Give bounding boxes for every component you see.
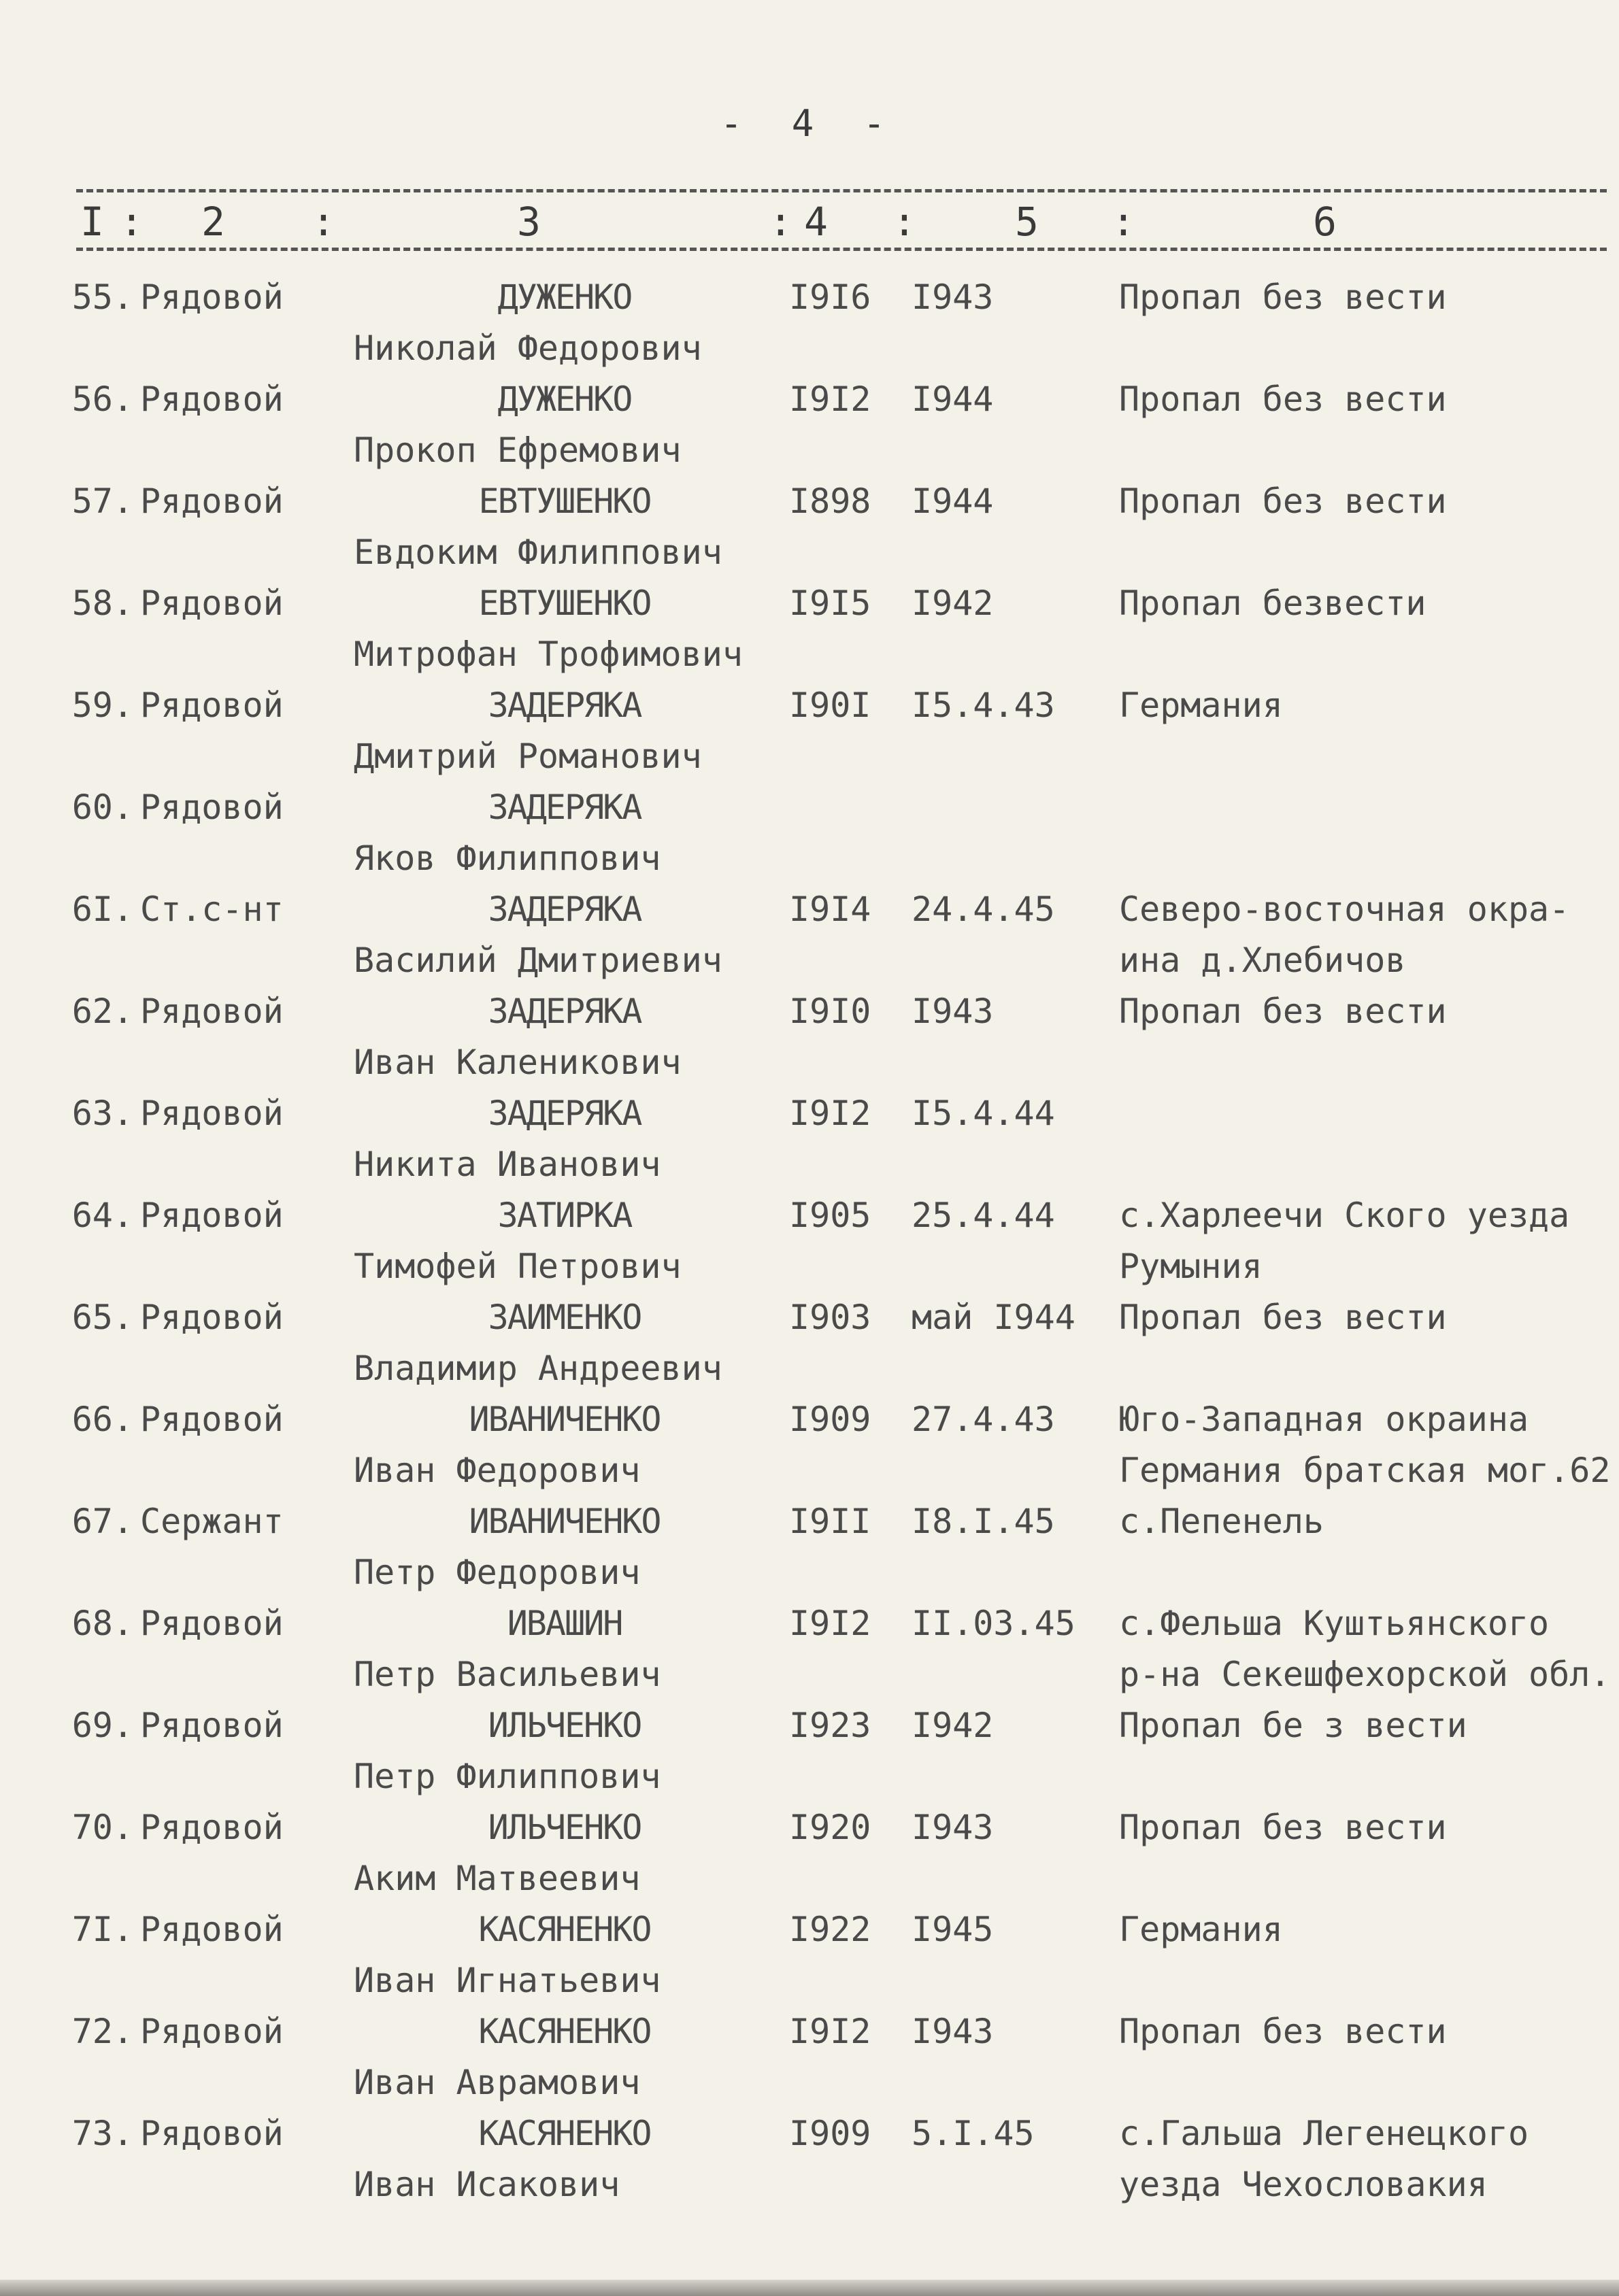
record-given-name: Николай Федорович	[354, 328, 702, 368]
record-place: Пропал без вести	[1119, 277, 1447, 317]
record-place-cont: р-на Секешфехорской обл.	[1119, 1655, 1611, 1694]
record-death-date: I5.4.44	[912, 1094, 1055, 1133]
record-rank: Рядовой	[140, 686, 284, 725]
record-surname: ЗАДЕРЯКА	[488, 788, 641, 827]
record-given-name: Аким Матвеевич	[354, 1859, 641, 1898]
record-number: 60.	[71, 788, 133, 827]
record-rank: Рядовой	[140, 788, 284, 827]
record-death-date: II.03.45	[912, 1604, 1075, 1643]
header-col-4: 4	[804, 199, 828, 245]
record-birth-year: I9I0	[789, 992, 871, 1031]
record-death-date: I944	[912, 482, 994, 521]
record-surname: ДУЖЕНКО	[497, 379, 632, 419]
record-birth-year: I9I2	[789, 2012, 871, 2051]
record-death-date: I943	[912, 1808, 994, 1847]
record-rank: Рядовой	[140, 277, 284, 317]
record-surname: ЕВТУШЕНКО	[478, 584, 651, 623]
record-surname: ЗАТИРКА	[497, 1196, 632, 1235]
record-place: с.Харлеечи Ского уезда	[1119, 1196, 1570, 1235]
record-rank: Сержант	[140, 1502, 284, 1541]
record-given-name: Прокоп Ефремович	[354, 430, 682, 470]
header-col-3: 3	[517, 199, 541, 245]
record-number: 56.	[71, 379, 133, 419]
record-place-cont: ина д.Хлебичов	[1119, 941, 1406, 980]
record-birth-year: I923	[789, 1706, 871, 1745]
record-birth-year: I9I2	[789, 1094, 871, 1133]
record-rank: Рядовой	[140, 1808, 284, 1847]
record-given-name: Петр Филиппович	[354, 1757, 661, 1796]
page-bottom-edge	[0, 2280, 1619, 2296]
record-number: 7I.	[71, 1910, 133, 1949]
header-sep-1: :	[120, 199, 144, 245]
record-rank: Рядовой	[140, 2012, 284, 2051]
page-number: - 4 -	[720, 102, 899, 145]
record-number: 68.	[71, 1604, 133, 1643]
record-death-date: 5.I.45	[912, 2114, 1035, 2153]
record-surname: ИЛЬЧЕНКО	[488, 1808, 641, 1847]
record-place: Пропал без вести	[1119, 1298, 1447, 1337]
record-given-name: Тимофей Петрович	[354, 1247, 682, 1286]
record-given-name: Иван Каленикович	[354, 1043, 682, 1082]
record-surname: КАСЯНЕНКО	[478, 2114, 651, 2153]
record-birth-year: I905	[789, 1196, 871, 1235]
record-surname: КАСЯНЕНКО	[478, 1910, 651, 1949]
header-bottom-rule	[76, 248, 1607, 251]
record-given-name: Никита Иванович	[354, 1145, 661, 1184]
record-given-name: Иван Исакович	[354, 2165, 620, 2204]
record-death-date: I943	[912, 992, 994, 1031]
record-given-name: Митрофан Трофимович	[354, 635, 743, 674]
record-rank: Рядовой	[140, 1400, 284, 1439]
record-place-cont: уезда Чехословакия	[1119, 2165, 1488, 2204]
record-place: Юго-Западная окраина	[1119, 1400, 1529, 1439]
record-surname: КАСЯНЕНКО	[478, 2012, 651, 2051]
record-number: 67.	[71, 1502, 133, 1541]
record-rank: Рядовой	[140, 584, 284, 623]
record-given-name: Иван Аврамович	[354, 2063, 641, 2102]
record-birth-year: I909	[789, 2114, 871, 2153]
record-given-name: Петр Васильевич	[354, 1655, 661, 1694]
record-birth-year: I922	[789, 1910, 871, 1949]
record-birth-year: I90I	[789, 686, 871, 725]
record-rank: Рядовой	[140, 2114, 284, 2153]
record-number: 72.	[71, 2012, 133, 2051]
record-surname: ИЛЬЧЕНКО	[488, 1706, 641, 1745]
record-surname: ЕВТУШЕНКО	[478, 482, 651, 521]
record-rank: Рядовой	[140, 1706, 284, 1745]
record-death-date: I944	[912, 379, 994, 419]
record-rank: Рядовой	[140, 992, 284, 1031]
header-col-5: 5	[1015, 199, 1039, 245]
record-place: Пропал без вести	[1119, 2012, 1447, 2051]
record-rank: Рядовой	[140, 1604, 284, 1643]
record-place-cont: Германия братская мог.62	[1119, 1451, 1611, 1490]
record-given-name: Евдоким Филиппович	[354, 533, 722, 572]
record-surname: ЗАДЕРЯКА	[488, 992, 641, 1031]
record-death-date: I943	[912, 2012, 994, 2051]
record-given-name: Петр Федорович	[354, 1553, 641, 1592]
record-rank: Рядовой	[140, 1298, 284, 1337]
record-birth-year: I9I5	[789, 584, 871, 623]
header-col-6: 6	[1313, 199, 1337, 245]
record-surname: ЗАДЕРЯКА	[488, 1094, 641, 1133]
header-sep-4: :	[892, 199, 916, 245]
header-sep-5: :	[1112, 199, 1135, 245]
record-place: с.Фельша Куштьянского	[1119, 1604, 1550, 1643]
record-place: с.Пепенель	[1119, 1502, 1324, 1541]
record-given-name: Иван Федорович	[354, 1451, 641, 1490]
record-birth-year: I9I6	[789, 277, 871, 317]
record-death-date: май I944	[912, 1298, 1075, 1337]
record-birth-year: I9I2	[789, 1604, 871, 1643]
record-death-date: I942	[912, 584, 994, 623]
record-surname: ИВАНИЧЕНКО	[469, 1502, 661, 1541]
header-sep-3: :	[769, 199, 792, 245]
record-place: Пропал безвести	[1119, 584, 1426, 623]
record-birth-year: I9II	[789, 1502, 871, 1541]
record-surname: ДУЖЕНКО	[497, 277, 632, 317]
record-rank: Рядовой	[140, 1094, 284, 1133]
record-place-cont: Румыния	[1119, 1247, 1263, 1286]
record-surname: ЗАДЕРЯКА	[488, 890, 641, 929]
record-given-name: Иван Игнатьевич	[354, 1961, 661, 2000]
header-col-2: 2	[201, 199, 225, 245]
record-birth-year: I898	[789, 482, 871, 521]
record-death-date: I945	[912, 1910, 994, 1949]
record-birth-year: I920	[789, 1808, 871, 1847]
record-place: Северо-восточная окра-	[1119, 890, 1570, 929]
record-number: 70.	[71, 1808, 133, 1847]
record-given-name: Владимир Андреевич	[354, 1349, 722, 1388]
record-given-name: Яков Филиппович	[354, 839, 661, 878]
record-number: 55.	[71, 277, 133, 317]
record-rank: Рядовой	[140, 482, 284, 521]
record-number: 69.	[71, 1706, 133, 1745]
record-place: Пропал бе з вести	[1119, 1706, 1467, 1745]
record-death-date: I943	[912, 277, 994, 317]
header-col-1: I	[80, 199, 104, 245]
record-surname: ЗАИМЕНКО	[488, 1298, 641, 1337]
record-number: 73.	[71, 2114, 133, 2153]
record-number: 57.	[71, 482, 133, 521]
record-birth-year: I9I2	[789, 379, 871, 419]
record-place: Пропал без вести	[1119, 992, 1447, 1031]
record-number: 65.	[71, 1298, 133, 1337]
record-given-name: Василий Дмитриевич	[354, 941, 722, 980]
record-place: Пропал без вести	[1119, 482, 1447, 521]
record-death-date: 27.4.43	[912, 1400, 1055, 1439]
record-place: Германия	[1119, 686, 1283, 725]
record-place: Германия	[1119, 1910, 1283, 1949]
record-number: 6I.	[71, 890, 133, 929]
record-number: 59.	[71, 686, 133, 725]
record-death-date: I8.I.45	[912, 1502, 1055, 1541]
record-death-date: 24.4.45	[912, 890, 1055, 929]
record-number: 66.	[71, 1400, 133, 1439]
record-rank: Ст.с-нт	[140, 890, 284, 929]
record-birth-year: I9I4	[789, 890, 871, 929]
record-place: Пропал без вести	[1119, 1808, 1447, 1847]
record-surname: ЗАДЕРЯКА	[488, 686, 641, 725]
record-number: 63.	[71, 1094, 133, 1133]
record-number: 58.	[71, 584, 133, 623]
record-place: с.Гальша Легенецкого	[1119, 2114, 1529, 2153]
record-surname: ИВАНИЧЕНКО	[469, 1400, 661, 1439]
record-birth-year: I903	[789, 1298, 871, 1337]
header-top-rule	[76, 189, 1607, 192]
header-sep-2: :	[312, 199, 335, 245]
record-death-date: 25.4.44	[912, 1196, 1055, 1235]
record-birth-year: I909	[789, 1400, 871, 1439]
record-given-name: Дмитрий Романович	[354, 737, 702, 776]
record-number: 64.	[71, 1196, 133, 1235]
record-death-date: I5.4.43	[912, 686, 1055, 725]
record-rank: Рядовой	[140, 1196, 284, 1235]
record-rank: Рядовой	[140, 1910, 284, 1949]
record-number: 62.	[71, 992, 133, 1031]
record-surname: ИВАШИН	[507, 1604, 622, 1643]
record-place: Пропал без вести	[1119, 379, 1447, 419]
record-death-date: I942	[912, 1706, 994, 1745]
record-rank: Рядовой	[140, 379, 284, 419]
